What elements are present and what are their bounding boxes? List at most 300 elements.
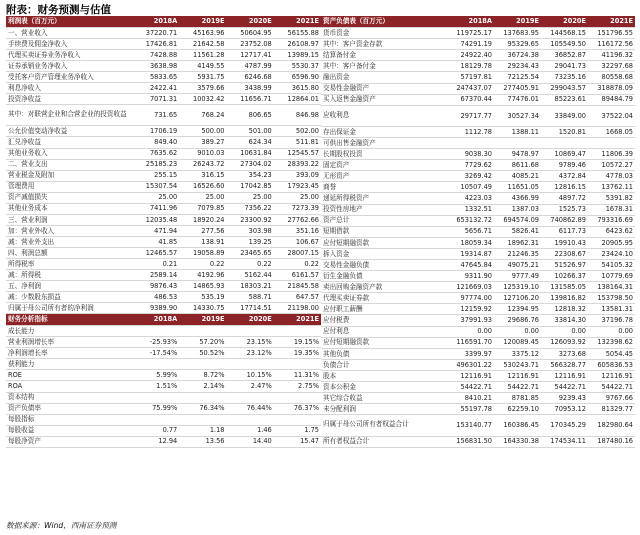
table-cell: 55197.78: [447, 404, 494, 415]
table-row: [6, 126, 321, 137]
table-cell: 23424.10: [588, 248, 635, 259]
table-row: [321, 149, 635, 160]
table-row: [321, 94, 635, 105]
table-cell: 29686.76: [494, 315, 541, 326]
year-header: 2019E: [494, 16, 541, 28]
table-cell: 37522.04: [588, 105, 635, 126]
table-row: [6, 28, 321, 39]
table-cell: 793316.69: [588, 215, 635, 226]
table-cell: 12159.92: [447, 304, 494, 315]
table-cell: 62259.10: [494, 404, 541, 415]
table-cell: 9777.49: [494, 271, 541, 282]
table-cell: [132, 359, 179, 370]
table-cell: 12116.91: [588, 370, 635, 381]
table-cell: 3615.80: [274, 83, 321, 94]
row-label: 管理费用: [6, 181, 132, 192]
table-row: [6, 72, 321, 83]
table-cell: 11561.28: [179, 50, 226, 61]
table-cell: 5826.41: [494, 226, 541, 237]
ratio-header-row: [6, 314, 321, 326]
table-cell: 67370.44: [447, 94, 494, 105]
table-cell: [227, 414, 274, 425]
table-row: [6, 137, 321, 148]
table-cell: 354.23: [227, 170, 274, 181]
table-row: [321, 215, 635, 226]
row-label: 交易性金融资产: [321, 83, 447, 94]
table-cell: 21845.58: [274, 281, 321, 292]
table-cell: 6246.68: [227, 72, 274, 83]
table-cell: 9789.46: [541, 160, 588, 171]
table-cell: 3638.98: [132, 61, 179, 72]
table-cell: 126093.92: [541, 337, 588, 348]
table-cell: 10266.37: [541, 271, 588, 282]
table-cell: 19.35%: [274, 348, 321, 359]
table-row: [321, 436, 635, 447]
table-cell: 255.15: [132, 170, 179, 181]
table-cell: 29717.77: [447, 105, 494, 126]
table-cell: 12116.91: [541, 370, 588, 381]
table-cell: 11806.39: [588, 149, 635, 160]
table-cell: 1668.05: [588, 126, 635, 137]
table-cell: 12717.41: [227, 50, 274, 61]
table-row: [6, 61, 321, 72]
table-cell: 6161.57: [274, 270, 321, 281]
header-label: 利润表（百万元）: [6, 16, 132, 28]
row-label: 汇兑净收益: [6, 137, 132, 148]
row-label: 无形资产: [321, 171, 447, 182]
table-cell: 50.52%: [179, 348, 226, 359]
table-row: [321, 28, 635, 39]
year-header: 2021E: [588, 16, 635, 28]
table-cell: 85223.61: [541, 94, 588, 105]
row-label: ROE: [6, 370, 132, 381]
table-cell: 5530.37: [274, 61, 321, 72]
table-cell: 3273.68: [541, 348, 588, 359]
table-cell: [541, 137, 588, 148]
table-cell: 23.15%: [227, 337, 274, 348]
row-label: 加：营业外收入: [6, 225, 132, 236]
table-cell: 3579.66: [179, 83, 226, 94]
table-cell: 80558.68: [588, 72, 635, 83]
table-cell: 14330.75: [179, 303, 226, 314]
table-row: [321, 126, 635, 137]
row-label: 净利润增长率: [6, 348, 132, 359]
table-cell: 28007.15: [274, 247, 321, 258]
ratio-row: [6, 392, 321, 403]
table-row: [321, 337, 635, 348]
row-label: 证券承销业务净收入: [6, 61, 132, 72]
table-row: [321, 282, 635, 293]
row-label: 长期股权投资: [321, 149, 447, 160]
table-cell: [494, 137, 541, 148]
table-cell: 6423.62: [588, 226, 635, 237]
table-cell: 9038.30: [447, 149, 494, 160]
table-cell: 54422.71: [541, 382, 588, 393]
table-cell: 3399.97: [447, 348, 494, 359]
row-label: 归属于母公司所有者权益合计: [321, 415, 447, 436]
table-cell: 9239.43: [541, 393, 588, 404]
table-cell: 9876.43: [132, 281, 179, 292]
table-cell: 18059.34: [447, 237, 494, 248]
table-cell: [274, 359, 321, 370]
table-cell: 15.47: [274, 436, 321, 447]
table-cell: 76.34%: [179, 403, 226, 414]
table-cell: 2.75%: [274, 381, 321, 392]
table-cell: 7273.39: [274, 203, 321, 214]
row-label: 营业利润增长率: [6, 337, 132, 348]
row-label: 资产总计: [321, 215, 447, 226]
table-cell: 54422.71: [588, 382, 635, 393]
table-row: [6, 50, 321, 61]
table-cell: 33814.30: [541, 315, 588, 326]
table-header-row: [321, 16, 635, 28]
table-cell: 21642.58: [179, 39, 226, 50]
table-cell: 17714.51: [227, 303, 274, 314]
table-cell: 849.40: [132, 137, 179, 148]
table-cell: 49075.21: [494, 260, 541, 271]
row-label: 每股收益: [6, 425, 132, 436]
table-cell: 12116.91: [447, 370, 494, 381]
table-cell: 121669.03: [447, 282, 494, 293]
table-cell: 647.57: [274, 292, 321, 303]
table-cell: 3375.12: [494, 348, 541, 359]
ratio-row: [6, 348, 321, 359]
table-cell: 89484.79: [588, 94, 635, 105]
row-label: 营业税金及附加: [6, 170, 132, 181]
row-label: 股本: [321, 370, 447, 381]
table-row: [321, 370, 635, 381]
table-cell: 119725.17: [447, 28, 494, 39]
table-cell: 12116.91: [494, 370, 541, 381]
ratio-row: [6, 337, 321, 348]
table-cell: 13762.11: [588, 182, 635, 193]
row-label: 其它综合收益: [321, 393, 447, 404]
table-cell: 15307.54: [132, 181, 179, 192]
row-label: 未分配利润: [321, 404, 447, 415]
row-label: 代理买卖证券款: [321, 293, 447, 304]
table-cell: 36852.87: [541, 50, 588, 61]
table-cell: 247437.07: [447, 83, 494, 94]
table-cell: 37220.71: [132, 28, 179, 39]
table-cell: 1706.19: [132, 126, 179, 137]
row-label: 应收利息: [321, 105, 447, 126]
table-cell: 187480.16: [588, 436, 635, 447]
table-cell: 2.47%: [227, 381, 274, 392]
table-cell: 56155.88: [274, 28, 321, 39]
table-cell: 73235.16: [541, 72, 588, 83]
table-cell: 0.00: [494, 326, 541, 337]
row-label: 五、净利润: [6, 281, 132, 292]
table-cell: 12035.48: [132, 214, 179, 225]
table-cell: 27304.02: [227, 159, 274, 170]
table-cell: 97774.00: [447, 293, 494, 304]
table-cell: 21198.00: [274, 303, 321, 314]
table-row: [6, 225, 321, 236]
table-cell: 70953.12: [541, 404, 588, 415]
year-header: 2020E: [541, 16, 588, 28]
table-cell: 23300.92: [227, 214, 274, 225]
table-cell: 95329.65: [494, 39, 541, 50]
table-cell: 530243.71: [494, 359, 541, 370]
row-label: 二、营业支出: [6, 159, 132, 170]
row-label: 资本结构: [6, 392, 132, 403]
table-cell: 144568.15: [541, 28, 588, 39]
table-cell: 13.56: [179, 436, 226, 447]
table-cell: 846.98: [274, 105, 321, 126]
table-cell: 4223.03: [447, 193, 494, 204]
table-cell: 9010.03: [179, 148, 226, 159]
table-cell: 4787.99: [227, 61, 274, 72]
table-cell: 106.67: [274, 236, 321, 247]
row-label: 获利能力: [6, 359, 132, 370]
table-cell: 7635.62: [132, 148, 179, 159]
table-cell: 10507.49: [447, 182, 494, 193]
table-cell: 14865.93: [179, 281, 226, 292]
row-label: 存出保证金: [321, 126, 447, 137]
table-cell: 139.25: [227, 236, 274, 247]
year-header: 2018A: [447, 16, 494, 28]
table-cell: 6596.90: [274, 72, 321, 83]
table-cell: 151796.55: [588, 28, 635, 39]
table-cell: 41.85: [132, 236, 179, 247]
row-label: 其他业务成本: [6, 203, 132, 214]
table-cell: 51526.97: [541, 260, 588, 271]
table-cell: 120089.45: [494, 337, 541, 348]
table-cell: 393.09: [274, 170, 321, 181]
table-cell: 17923.45: [274, 181, 321, 192]
row-label: 其中：客户资金存款: [321, 39, 447, 50]
row-label: 可供出售金融资产: [321, 137, 447, 148]
row-label: 拆入资金: [321, 248, 447, 259]
table-cell: 1112.78: [447, 126, 494, 137]
table-row: [321, 171, 635, 182]
table-cell: 4085.21: [494, 171, 541, 182]
table-cell: 5.99%: [132, 370, 179, 381]
table-cell: 496301.22: [447, 359, 494, 370]
table-row: [6, 236, 321, 247]
table-cell: 25.00: [227, 192, 274, 203]
table-cell: 5054.45: [588, 348, 635, 359]
table-cell: 1520.81: [541, 126, 588, 137]
ratio-row: [6, 436, 321, 447]
table-row: [321, 393, 635, 404]
table-cell: 1.18: [179, 425, 226, 436]
table-cell: 10631.84: [227, 148, 274, 159]
table-row: [321, 348, 635, 359]
year-header: 2019E: [179, 314, 226, 326]
row-label: 资产减值损失: [6, 192, 132, 203]
table-cell: 8.72%: [179, 370, 226, 381]
year-header: 2018A: [132, 16, 179, 28]
table-row: [6, 170, 321, 181]
table-cell: 11651.05: [494, 182, 541, 193]
table-row: [321, 271, 635, 282]
table-row: [321, 50, 635, 61]
table-cell: 9767.66: [588, 393, 635, 404]
table-cell: 1387.03: [494, 204, 541, 215]
table-cell: 75.99%: [132, 403, 179, 414]
table-cell: 160386.45: [494, 415, 541, 436]
table-cell: 24922.40: [447, 50, 494, 61]
table-cell: 13581.31: [588, 304, 635, 315]
table-row: [321, 160, 635, 171]
table-cell: 19910.43: [541, 237, 588, 248]
table-cell: 316.15: [179, 170, 226, 181]
table-cell: 18303.21: [227, 281, 274, 292]
table-row: [321, 359, 635, 370]
table-row: [6, 159, 321, 170]
table-cell: 37196.78: [588, 315, 635, 326]
row-label: 递延所得税资产: [321, 193, 447, 204]
table-row: [321, 61, 635, 72]
row-label: 减：营业外支出: [6, 236, 132, 247]
table-cell: 8410.21: [447, 393, 494, 404]
table-cell: 0.77: [132, 425, 179, 436]
table-row: [321, 193, 635, 204]
table-cell: 153140.77: [447, 415, 494, 436]
financial-tables: [6, 16, 635, 448]
table-cell: [588, 137, 635, 148]
table-cell: [274, 392, 321, 403]
row-label: 减：少数股东损益: [6, 292, 132, 303]
table-header-row: [6, 16, 321, 28]
row-label: 固定资产: [321, 160, 447, 171]
table-cell: 501.00: [227, 126, 274, 137]
ratio-row: [6, 403, 321, 414]
table-cell: 132398.62: [588, 337, 635, 348]
table-cell: 5833.65: [132, 72, 179, 83]
table-cell: 18129.78: [447, 61, 494, 72]
table-cell: 25.00: [132, 192, 179, 203]
table-row: [6, 270, 321, 281]
year-header: 2021E: [274, 314, 321, 326]
ratio-row: [6, 359, 321, 370]
table-row: [6, 39, 321, 50]
table-cell: 76.44%: [227, 403, 274, 414]
table-cell: 12818.32: [541, 304, 588, 315]
table-cell: 277405.91: [494, 83, 541, 94]
table-cell: 2.14%: [179, 381, 226, 392]
ratio-row: [6, 414, 321, 425]
table-cell: 25.00: [274, 192, 321, 203]
table-cell: 41196.32: [588, 50, 635, 61]
table-row: [6, 281, 321, 292]
table-row: [321, 404, 635, 415]
ratio-row: [6, 370, 321, 381]
table-cell: -17.54%: [132, 348, 179, 359]
table-cell: 511.81: [274, 137, 321, 148]
year-header: 2018A: [132, 314, 179, 326]
table-cell: 0.22: [227, 258, 274, 269]
table-cell: 20905.95: [588, 237, 635, 248]
table-cell: 5391.82: [588, 193, 635, 204]
table-cell: 47645.84: [447, 260, 494, 271]
table-cell: [179, 359, 226, 370]
table-cell: 624.34: [227, 137, 274, 148]
table-cell: 1332.51: [447, 204, 494, 215]
table-cell: 4897.72: [541, 193, 588, 204]
table-cell: 1.46: [227, 425, 274, 436]
row-label: 结算备付金: [321, 50, 447, 61]
table-cell: 57197.81: [447, 72, 494, 83]
row-label: 应付短期融资款: [321, 237, 447, 248]
table-cell: 32297.68: [588, 61, 635, 72]
table-cell: 8781.85: [494, 393, 541, 404]
table-cell: 12545.57: [274, 148, 321, 159]
table-cell: 740862.89: [541, 215, 588, 226]
table-cell: [179, 326, 226, 337]
table-cell: 13989.15: [274, 50, 321, 61]
table-cell: 588.71: [227, 292, 274, 303]
table-cell: 16526.60: [179, 181, 226, 192]
table-cell: 0.00: [541, 326, 588, 337]
table-cell: 768.24: [179, 105, 226, 126]
table-cell: 21246.35: [494, 248, 541, 259]
table-cell: 605836.53: [588, 359, 635, 370]
table-cell: 139816.82: [541, 293, 588, 304]
table-cell: 9478.97: [494, 149, 541, 160]
table-cell: 2422.41: [132, 83, 179, 94]
table-cell: 10779.69: [588, 271, 635, 282]
table-cell: 318878.09: [588, 83, 635, 94]
table-row: [321, 39, 635, 50]
table-cell: 7411.96: [132, 203, 179, 214]
row-label: 资本公积金: [321, 382, 447, 393]
row-label: 四、利润总额: [6, 247, 132, 258]
row-label: 公允价值变动净收益: [6, 126, 132, 137]
table-cell: 72125.54: [494, 72, 541, 83]
table-cell: 7729.62: [447, 160, 494, 171]
row-label: 一、营业收入: [6, 28, 132, 39]
table-cell: 3438.99: [227, 83, 274, 94]
table-row: [6, 148, 321, 159]
table-cell: [132, 414, 179, 425]
table-cell: 471.94: [132, 225, 179, 236]
table-row: [321, 237, 635, 248]
row-label: 三、营业利润: [6, 214, 132, 225]
table-cell: 4372.84: [541, 171, 588, 182]
table-row: [321, 204, 635, 215]
table-cell: 23752.08: [227, 39, 274, 50]
table-cell: 486.53: [132, 292, 179, 303]
row-label: 每股净资产: [6, 436, 132, 447]
table-cell: 127106.20: [494, 293, 541, 304]
table-cell: 37991.93: [447, 315, 494, 326]
table-cell: 4778.03: [588, 171, 635, 182]
table-cell: 389.27: [179, 137, 226, 148]
table-cell: 26108.97: [274, 39, 321, 50]
table-cell: 131585.05: [541, 282, 588, 293]
table-cell: 11.31%: [274, 370, 321, 381]
table-cell: [179, 414, 226, 425]
table-cell: 806.65: [227, 105, 274, 126]
row-label: 每股指标: [6, 414, 132, 425]
table-cell: 303.98: [227, 225, 274, 236]
table-cell: 731.65: [132, 105, 179, 126]
table-cell: 566328.77: [541, 359, 588, 370]
year-header: 2021E: [274, 16, 321, 28]
table-cell: [227, 326, 274, 337]
table-cell: 694574.09: [494, 215, 541, 226]
table-cell: 1388.11: [494, 126, 541, 137]
table-cell: 105549.50: [541, 39, 588, 50]
table-row: [6, 203, 321, 214]
table-cell: 0.22: [274, 258, 321, 269]
table-cell: 1.75: [274, 425, 321, 436]
table-cell: 4192.96: [179, 270, 226, 281]
table-row: [321, 248, 635, 259]
row-label: 其他负债: [321, 348, 447, 359]
